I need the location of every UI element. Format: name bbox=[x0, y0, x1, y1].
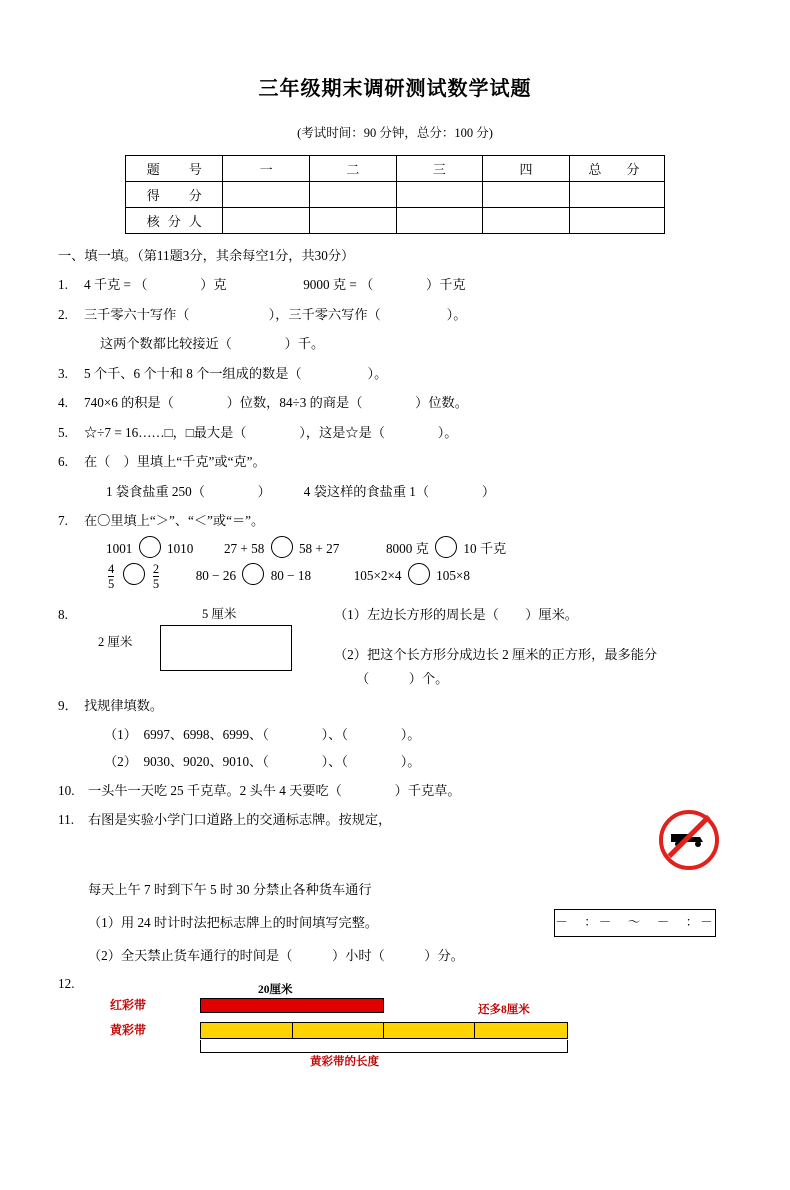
question-number: 3. bbox=[58, 365, 68, 381]
operand: 80 − 18 bbox=[270, 568, 312, 584]
question-8-part2b: （ ）个。 bbox=[356, 671, 449, 687]
cell-total[interactable] bbox=[569, 208, 664, 234]
cell[interactable] bbox=[396, 208, 483, 234]
score-table bbox=[125, 155, 665, 234]
cell: 四 bbox=[483, 156, 570, 182]
compare-row-1 bbox=[106, 536, 732, 559]
cell: 一 bbox=[223, 156, 310, 182]
question-7 bbox=[58, 511, 732, 591]
operand: 1010 bbox=[166, 540, 194, 556]
cell[interactable] bbox=[310, 182, 397, 208]
yellow-ribbon-label: 黄彩带 bbox=[110, 1023, 147, 1038]
row-label: 核分人 bbox=[126, 208, 223, 234]
operand: 105×2×4 bbox=[353, 568, 402, 584]
operand: 58 + 27 bbox=[298, 540, 340, 556]
question-number: 6. bbox=[58, 454, 68, 470]
rect-left-label: 2 厘米 bbox=[98, 635, 133, 650]
compare-row-2 bbox=[106, 563, 732, 591]
question-number: 7. bbox=[58, 513, 68, 529]
question-text: 在〇里填上“＞”、“＜”或“＝”。 bbox=[84, 513, 265, 529]
fraction: $\frac{2}{5}$ bbox=[152, 561, 160, 592]
compare-circle[interactable] bbox=[139, 536, 161, 558]
question-number: 1. bbox=[58, 277, 68, 293]
traffic-sign-figure bbox=[646, 810, 732, 870]
cell[interactable] bbox=[483, 208, 570, 234]
length-brace bbox=[200, 1040, 568, 1053]
cell[interactable] bbox=[396, 182, 483, 208]
question-9-line-2: （2） 9030、9020、9010、（ ）、（ ）。 bbox=[104, 753, 421, 769]
operand: 80 − 26 bbox=[195, 568, 237, 584]
question-1 bbox=[58, 275, 732, 295]
operand: 10 千克 bbox=[463, 540, 507, 556]
time-answer-box[interactable]: － ：－ ～ － ：－ bbox=[554, 909, 716, 937]
ribbon-figure bbox=[88, 978, 732, 1078]
question-text: 5 个千、6 个十和 8 个一组成的数是（ ）。 bbox=[84, 365, 388, 381]
fraction: $\frac{4}{5}$ bbox=[108, 561, 115, 592]
question-number: 4. bbox=[58, 395, 68, 411]
question-9-line-1: （1） 6997、6998、6999、（ ）、（ ）。 bbox=[104, 727, 421, 743]
question-10 bbox=[58, 781, 732, 801]
rectangle-figure bbox=[84, 605, 334, 689]
question-text-2: 9000 克 = （ ）千克 bbox=[303, 277, 466, 293]
question-12 bbox=[58, 974, 732, 1078]
question-3 bbox=[58, 364, 732, 384]
question-text: 在（ ）里填上“千克”或“克”。 bbox=[84, 454, 266, 470]
question-11-text: 右图是实验小学门口道路上的交通标志牌。按规定， bbox=[88, 812, 392, 828]
question-text: 一头牛一天吃 25 千克草。2 头牛 4 天要吃（ ）千克草。 bbox=[88, 782, 461, 798]
row-label: 得 分 bbox=[126, 182, 223, 208]
cell[interactable] bbox=[483, 182, 570, 208]
question-subtext: 这两个数都比较接近（ ）千。 bbox=[100, 336, 325, 352]
operand: 27 + 58 bbox=[223, 540, 265, 556]
compare-circle[interactable] bbox=[271, 536, 293, 558]
question-text: 4 千克 = （ ）克 bbox=[84, 277, 227, 293]
row-label: 题 号 bbox=[126, 156, 223, 182]
question-5 bbox=[58, 423, 732, 443]
red-ribbon-bar bbox=[200, 998, 384, 1013]
table-row bbox=[126, 208, 665, 234]
question-text: ☆÷7 = 16……□，□最大是（ ），这是☆是（ ）。 bbox=[84, 424, 458, 440]
compare-circle[interactable] bbox=[408, 563, 430, 585]
question-9 bbox=[58, 696, 732, 772]
question-number: 11. bbox=[58, 812, 74, 828]
question-4 bbox=[58, 393, 732, 413]
question-6 bbox=[58, 452, 732, 502]
cell[interactable] bbox=[223, 182, 310, 208]
no-truck-sign-icon bbox=[659, 810, 719, 870]
operand: 8000 克 bbox=[385, 540, 429, 556]
compare-circle[interactable] bbox=[435, 536, 457, 558]
exam-subtitle: (考试时间：90 分钟，总分：100 分) bbox=[297, 126, 493, 140]
question-subtext: 1 袋食盐重 250（ ） 4 袋这样的食盐重 1（ ） bbox=[106, 483, 496, 499]
ribbon-extra-label: 还多8厘米 bbox=[478, 1004, 530, 1017]
question-2 bbox=[58, 305, 732, 355]
question-11 bbox=[58, 810, 732, 966]
question-text: 找规律填数。 bbox=[84, 697, 164, 713]
rect-top-label: 5 厘米 bbox=[202, 607, 237, 622]
question-11-line-1: 每天上午 7 时到下午 5 时 30 分禁止各种货车通行 bbox=[88, 882, 372, 898]
compare-circle[interactable] bbox=[123, 563, 145, 585]
ribbon-top-label: 20厘米 bbox=[258, 984, 293, 997]
rect-shape bbox=[160, 625, 292, 671]
question-8-part2: （2）把这个长方形分成边长 2 厘米的正方形，最多能分 bbox=[334, 646, 658, 662]
question-11-line-2: （1）用 24 时计时法把标志牌上的时间填写完整。 bbox=[88, 914, 379, 930]
section-heading: 一、填一填。（第11题3分，其余每空1分，共30分） bbox=[58, 248, 355, 263]
red-ribbon-label: 红彩带 bbox=[110, 998, 147, 1013]
question-number: 12. bbox=[58, 976, 75, 992]
question-8-part1: （1）左边长方形的周长是（ ）厘米。 bbox=[334, 607, 578, 623]
questions-body bbox=[58, 246, 732, 1078]
operand: 105×8 bbox=[436, 568, 470, 584]
question-number: 10. bbox=[58, 782, 75, 798]
page-title: 三年级期末调研测试数学试题 bbox=[258, 78, 532, 100]
question-number: 8. bbox=[58, 607, 68, 623]
question-text: 740×6 的积是（ ）位数，84÷3 的商是（ ）位数。 bbox=[84, 395, 468, 411]
cell: 二 bbox=[310, 156, 397, 182]
operand: 1001 bbox=[106, 540, 133, 556]
cell: 三 bbox=[396, 156, 483, 182]
table-row bbox=[126, 156, 665, 182]
question-8 bbox=[58, 605, 732, 689]
cell[interactable] bbox=[223, 208, 310, 234]
table-row bbox=[126, 182, 665, 208]
cell-total[interactable] bbox=[569, 182, 664, 208]
question-number: 9． bbox=[58, 697, 78, 713]
question-text: 三千零六十写作（ ），三千零六写作（ ）。 bbox=[84, 306, 467, 322]
compare-circle[interactable] bbox=[242, 563, 264, 585]
cell-total: 总 分 bbox=[569, 156, 664, 182]
cell[interactable] bbox=[310, 208, 397, 234]
question-number: 2. bbox=[58, 306, 68, 322]
question-11-line-3: （2）全天禁止货车通行的时间是（ ）小时（ ）分。 bbox=[88, 947, 464, 963]
yellow-ribbon-bar bbox=[200, 1022, 568, 1039]
ribbon-bottom-label: 黄彩带的长度 bbox=[310, 1056, 379, 1069]
question-number: 5. bbox=[58, 424, 68, 440]
exam-page bbox=[0, 72, 790, 1190]
